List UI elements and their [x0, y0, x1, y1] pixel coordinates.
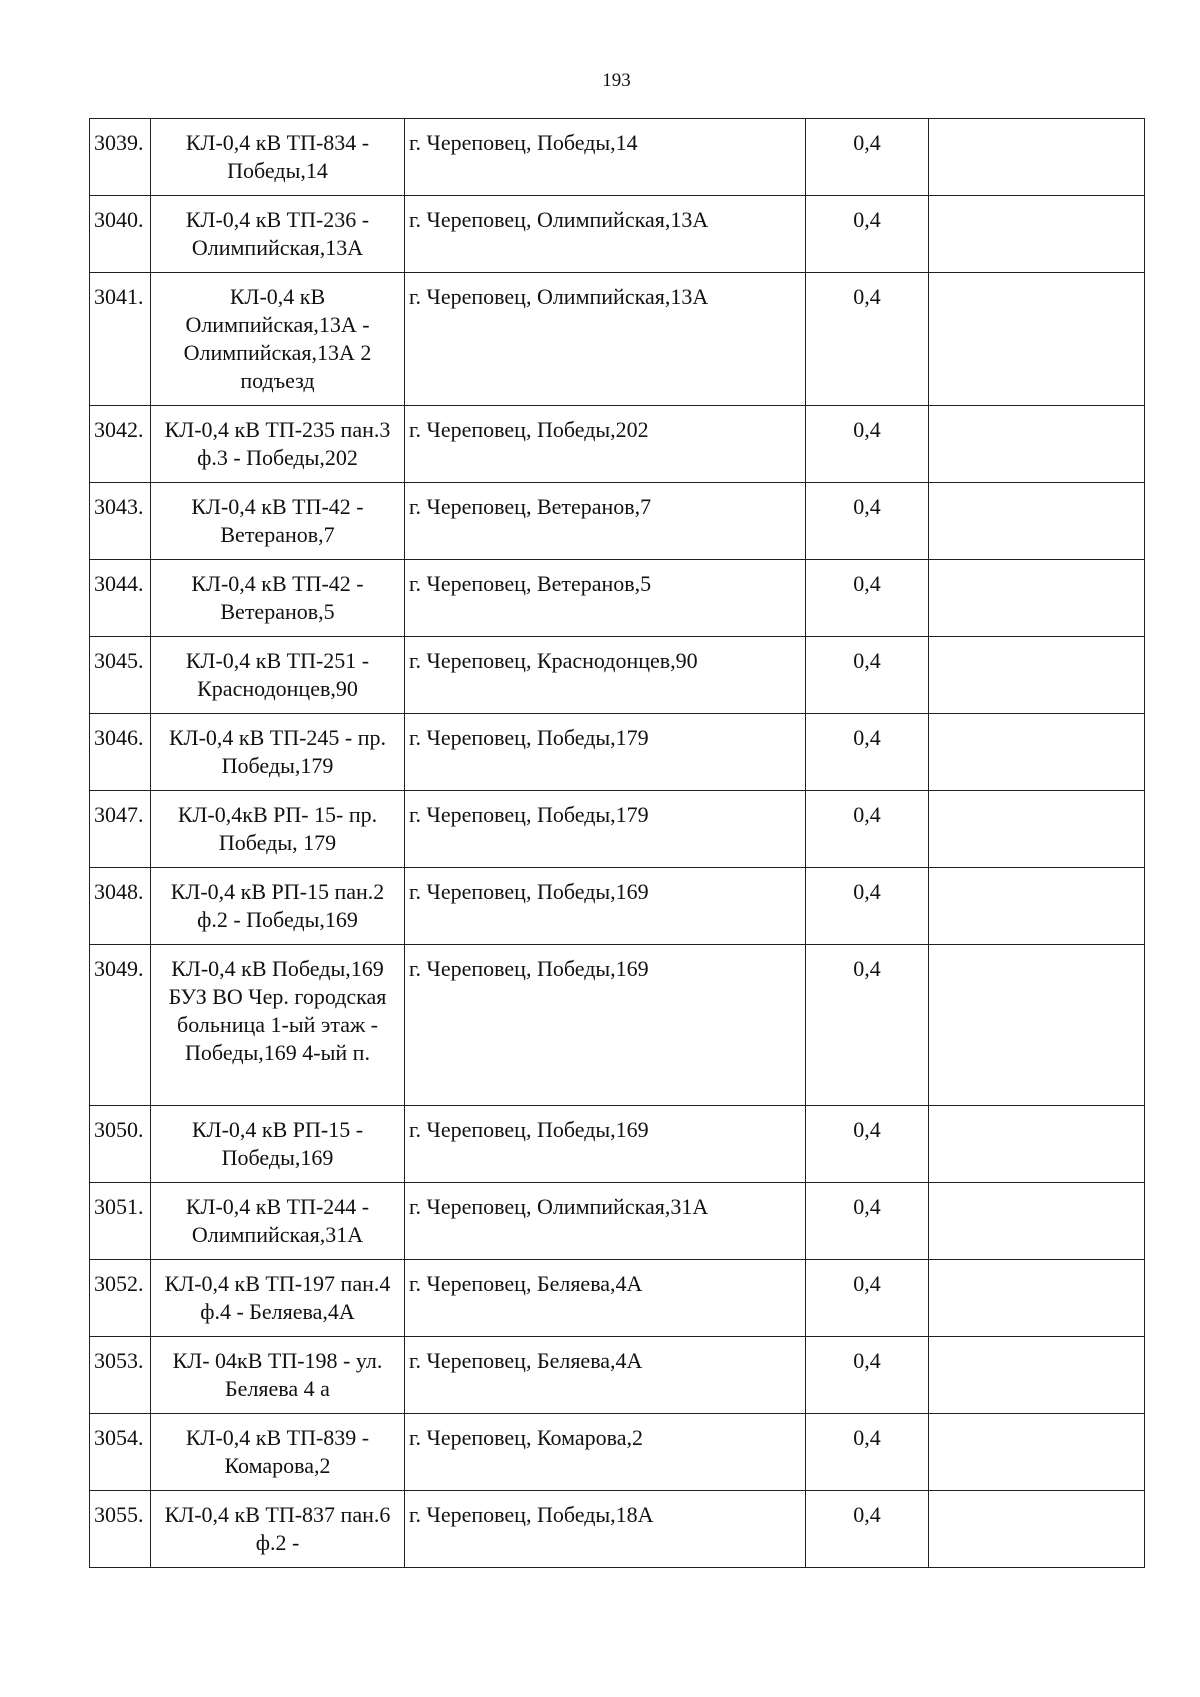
address-cell: г. Череповец, Ветеранов,7	[405, 483, 806, 560]
address-cell: г. Череповец, Победы,179	[405, 714, 806, 791]
table-row	[90, 1260, 1145, 1337]
empty-cell	[929, 714, 1145, 791]
cable-line-name-cell: КЛ-0,4 кВ ТП-839 - Комарова,2	[151, 1414, 405, 1491]
address-cell: г. Череповец, Олимпийская,31А	[405, 1183, 806, 1260]
table-row	[90, 1414, 1145, 1491]
table-row	[90, 196, 1145, 273]
empty-cell	[929, 1260, 1145, 1337]
empty-cell	[929, 560, 1145, 637]
voltage-cell: 0,4	[806, 196, 929, 273]
cable-line-name-cell: КЛ-0,4 кВ ТП-42 - Ветеранов,5	[151, 560, 405, 637]
page-number: 193	[602, 70, 631, 91]
voltage-cell: 0,4	[806, 1106, 929, 1183]
cable-line-name-cell: КЛ-0,4 кВ РП-15 - Победы,169	[151, 1106, 405, 1183]
row-number-cell: 3047.	[90, 791, 151, 868]
address-cell: г. Череповец, Краснодонцев,90	[405, 637, 806, 714]
voltage-cell: 0,4	[806, 1337, 929, 1414]
table-row	[90, 483, 1145, 560]
address-cell: г. Череповец, Победы,169	[405, 945, 806, 1106]
table-row	[90, 1183, 1145, 1260]
cable-line-name-cell: КЛ-0,4 кВ ТП-235 пан.3 ф.3 - Победы,202	[151, 406, 405, 483]
row-number-cell: 3039.	[90, 119, 151, 196]
empty-cell	[929, 1106, 1145, 1183]
table-row	[90, 560, 1145, 637]
empty-cell	[929, 406, 1145, 483]
address-cell: г. Череповец, Беляева,4А	[405, 1260, 806, 1337]
cable-line-name-cell: КЛ-0,4 кВ ТП-244 - Олимпийская,31А	[151, 1183, 405, 1260]
empty-cell	[929, 483, 1145, 560]
cable-line-name-cell: КЛ-0,4 кВ ТП-42 - Ветеранов,7	[151, 483, 405, 560]
address-cell: г. Череповец, Беляева,4А	[405, 1337, 806, 1414]
empty-cell	[929, 1414, 1145, 1491]
voltage-cell: 0,4	[806, 483, 929, 560]
voltage-cell: 0,4	[806, 560, 929, 637]
table-row	[90, 1337, 1145, 1414]
voltage-cell: 0,4	[806, 714, 929, 791]
table-row	[90, 1106, 1145, 1183]
row-number-cell: 3055.	[90, 1491, 151, 1568]
empty-cell	[929, 273, 1145, 406]
address-cell: г. Череповец, Олимпийская,13А	[405, 196, 806, 273]
table-row	[90, 637, 1145, 714]
cable-line-name-cell: КЛ-0,4 кВ ТП-834 - Победы,14	[151, 119, 405, 196]
row-number-cell: 3052.	[90, 1260, 151, 1337]
registry-table-body	[90, 119, 1145, 1568]
empty-cell	[929, 1337, 1145, 1414]
row-number-cell: 3041.	[90, 273, 151, 406]
voltage-cell: 0,4	[806, 868, 929, 945]
row-number-cell: 3051.	[90, 1183, 151, 1260]
address-cell: г. Череповец, Победы,202	[405, 406, 806, 483]
empty-cell	[929, 637, 1145, 714]
voltage-cell: 0,4	[806, 637, 929, 714]
table-row	[90, 406, 1145, 483]
cable-line-name-cell: КЛ-0,4 кВ ТП-245 - пр. Победы,179	[151, 714, 405, 791]
empty-cell	[929, 791, 1145, 868]
row-number-cell: 3054.	[90, 1414, 151, 1491]
row-number-cell: 3040.	[90, 196, 151, 273]
table-row	[90, 273, 1145, 406]
voltage-cell: 0,4	[806, 945, 929, 1106]
table-row	[90, 791, 1145, 868]
row-number-cell: 3053.	[90, 1337, 151, 1414]
cable-line-name-cell: КЛ- 04кВ ТП-198 - ул. Беляева 4 а	[151, 1337, 405, 1414]
voltage-cell: 0,4	[806, 1260, 929, 1337]
address-cell: г. Череповец, Победы,14	[405, 119, 806, 196]
cable-line-name-cell: КЛ-0,4кВ РП- 15- пр. Победы, 179	[151, 791, 405, 868]
table-row	[90, 714, 1145, 791]
row-number-cell: 3049.	[90, 945, 151, 1106]
cable-line-name-cell: КЛ-0,4 кВ Олимпийская,13А - Олимпийская,13А 2 подъезд	[151, 273, 405, 406]
row-number-cell: 3043.	[90, 483, 151, 560]
empty-cell	[929, 1491, 1145, 1568]
voltage-cell: 0,4	[806, 1414, 929, 1491]
address-cell: г. Череповец, Победы,18А	[405, 1491, 806, 1568]
row-number-cell: 3045.	[90, 637, 151, 714]
empty-cell	[929, 119, 1145, 196]
table-row	[90, 868, 1145, 945]
cable-line-name-cell: КЛ-0,4 кВ ТП-251 - Краснодонцев,90	[151, 637, 405, 714]
cable-line-name-cell: КЛ-0,4 кВ ТП-236 - Олимпийская,13А	[151, 196, 405, 273]
address-cell: г. Череповец, Победы,169	[405, 868, 806, 945]
empty-cell	[929, 196, 1145, 273]
table-row	[90, 119, 1145, 196]
voltage-cell: 0,4	[806, 1183, 929, 1260]
table-row	[90, 945, 1145, 1106]
cable-line-name-cell: КЛ-0,4 кВ Победы,169 БУЗ ВО Чер. городская больница 1-ый этаж - Победы,169 4-ый п.	[151, 945, 405, 1106]
empty-cell	[929, 945, 1145, 1106]
row-number-cell: 3050.	[90, 1106, 151, 1183]
cable-line-name-cell: КЛ-0,4 кВ РП-15 пан.2 ф.2 - Победы,169	[151, 868, 405, 945]
row-number-cell: 3046.	[90, 714, 151, 791]
cable-line-registry-table	[89, 118, 1145, 1568]
address-cell: г. Череповец, Олимпийская,13А	[405, 273, 806, 406]
cable-line-name-cell: КЛ-0,4 кВ ТП-837 пан.6 ф.2 -	[151, 1491, 405, 1568]
address-cell: г. Череповец, Ветеранов,5	[405, 560, 806, 637]
row-number-cell: 3044.	[90, 560, 151, 637]
row-number-cell: 3042.	[90, 406, 151, 483]
voltage-cell: 0,4	[806, 406, 929, 483]
table-row	[90, 1491, 1145, 1568]
voltage-cell: 0,4	[806, 273, 929, 406]
empty-cell	[929, 868, 1145, 945]
address-cell: г. Череповец, Комарова,2	[405, 1414, 806, 1491]
cable-line-name-cell: КЛ-0,4 кВ ТП-197 пан.4 ф.4 - Беляева,4А	[151, 1260, 405, 1337]
address-cell: г. Череповец, Победы,169	[405, 1106, 806, 1183]
address-cell: г. Череповец, Победы,179	[405, 791, 806, 868]
voltage-cell: 0,4	[806, 791, 929, 868]
voltage-cell: 0,4	[806, 119, 929, 196]
row-number-cell: 3048.	[90, 868, 151, 945]
voltage-cell: 0,4	[806, 1491, 929, 1568]
empty-cell	[929, 1183, 1145, 1260]
